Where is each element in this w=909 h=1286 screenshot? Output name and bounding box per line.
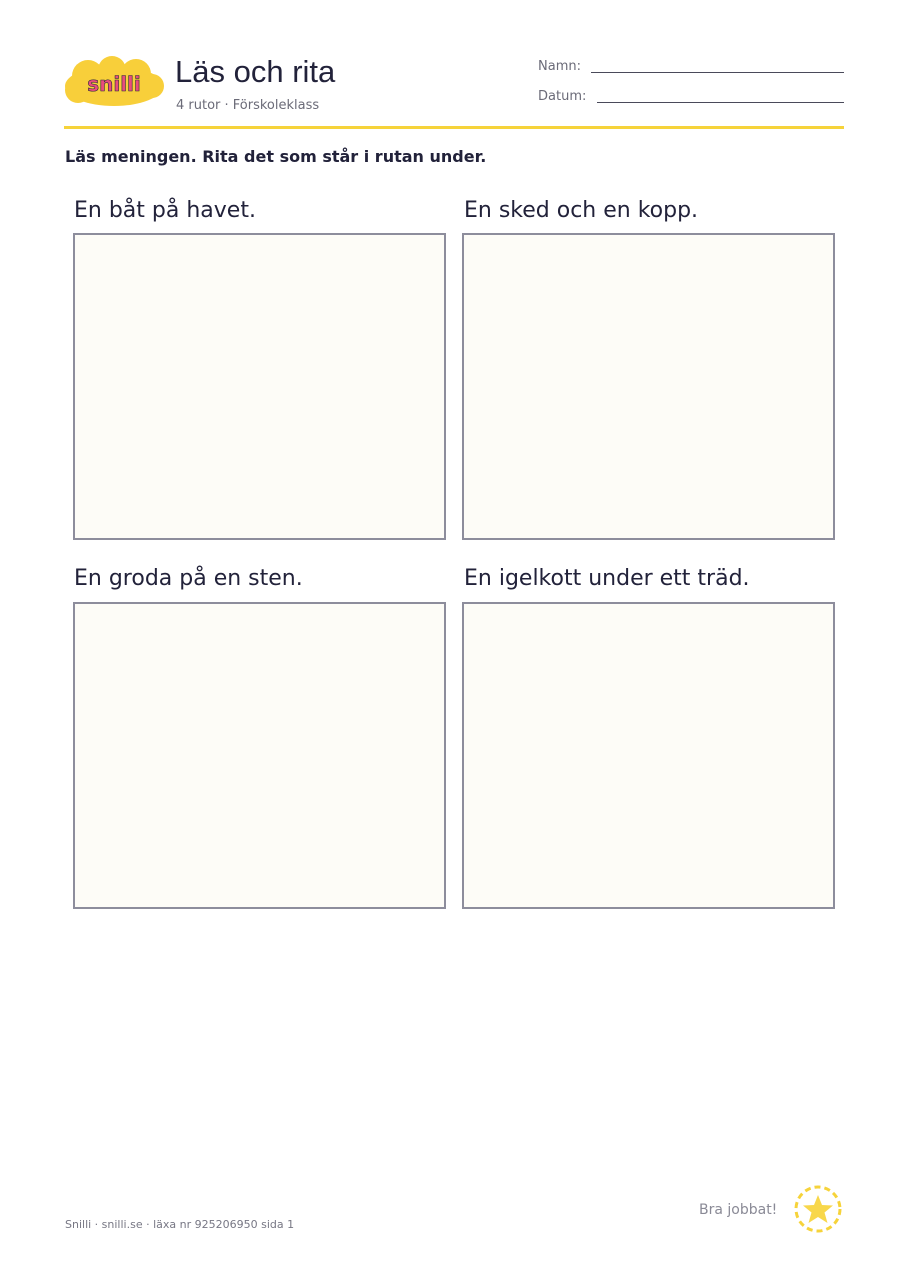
panel-sentence-2: En sked och en kopp.: [464, 198, 699, 223]
date-field[interactable]: [597, 102, 844, 103]
worksheet-subtitle: 4 rutor · Förskoleklass: [176, 98, 320, 113]
footer-info: Snilli · snilli.se · läxa nr 925206950 sida 1: [65, 1218, 295, 1231]
name-label: Namn:: [538, 59, 581, 74]
panel-sentence-3: En groda på en sten.: [74, 566, 303, 591]
date-label: Datum:: [538, 89, 587, 104]
drawing-box-2[interactable]: [462, 233, 835, 540]
panel-sentence-1: En båt på havet.: [74, 198, 256, 223]
drawing-box-4[interactable]: [462, 602, 835, 909]
worksheet-title: Läs och rita: [175, 54, 336, 89]
praise-text: Bra jobbat!: [699, 1202, 778, 1218]
panel-sentence-4: En igelkott under ett träd.: [464, 566, 750, 591]
star-icon: [792, 1184, 844, 1234]
header-divider: [64, 126, 844, 129]
name-field[interactable]: [591, 72, 844, 73]
drawing-box-3[interactable]: [73, 602, 446, 909]
drawing-box-1[interactable]: [73, 233, 446, 540]
instruction-text: Läs meningen. Rita det som står i rutan under.: [65, 147, 487, 166]
snilli-logo: [64, 56, 164, 112]
logo-text: snilli: [87, 72, 141, 96]
